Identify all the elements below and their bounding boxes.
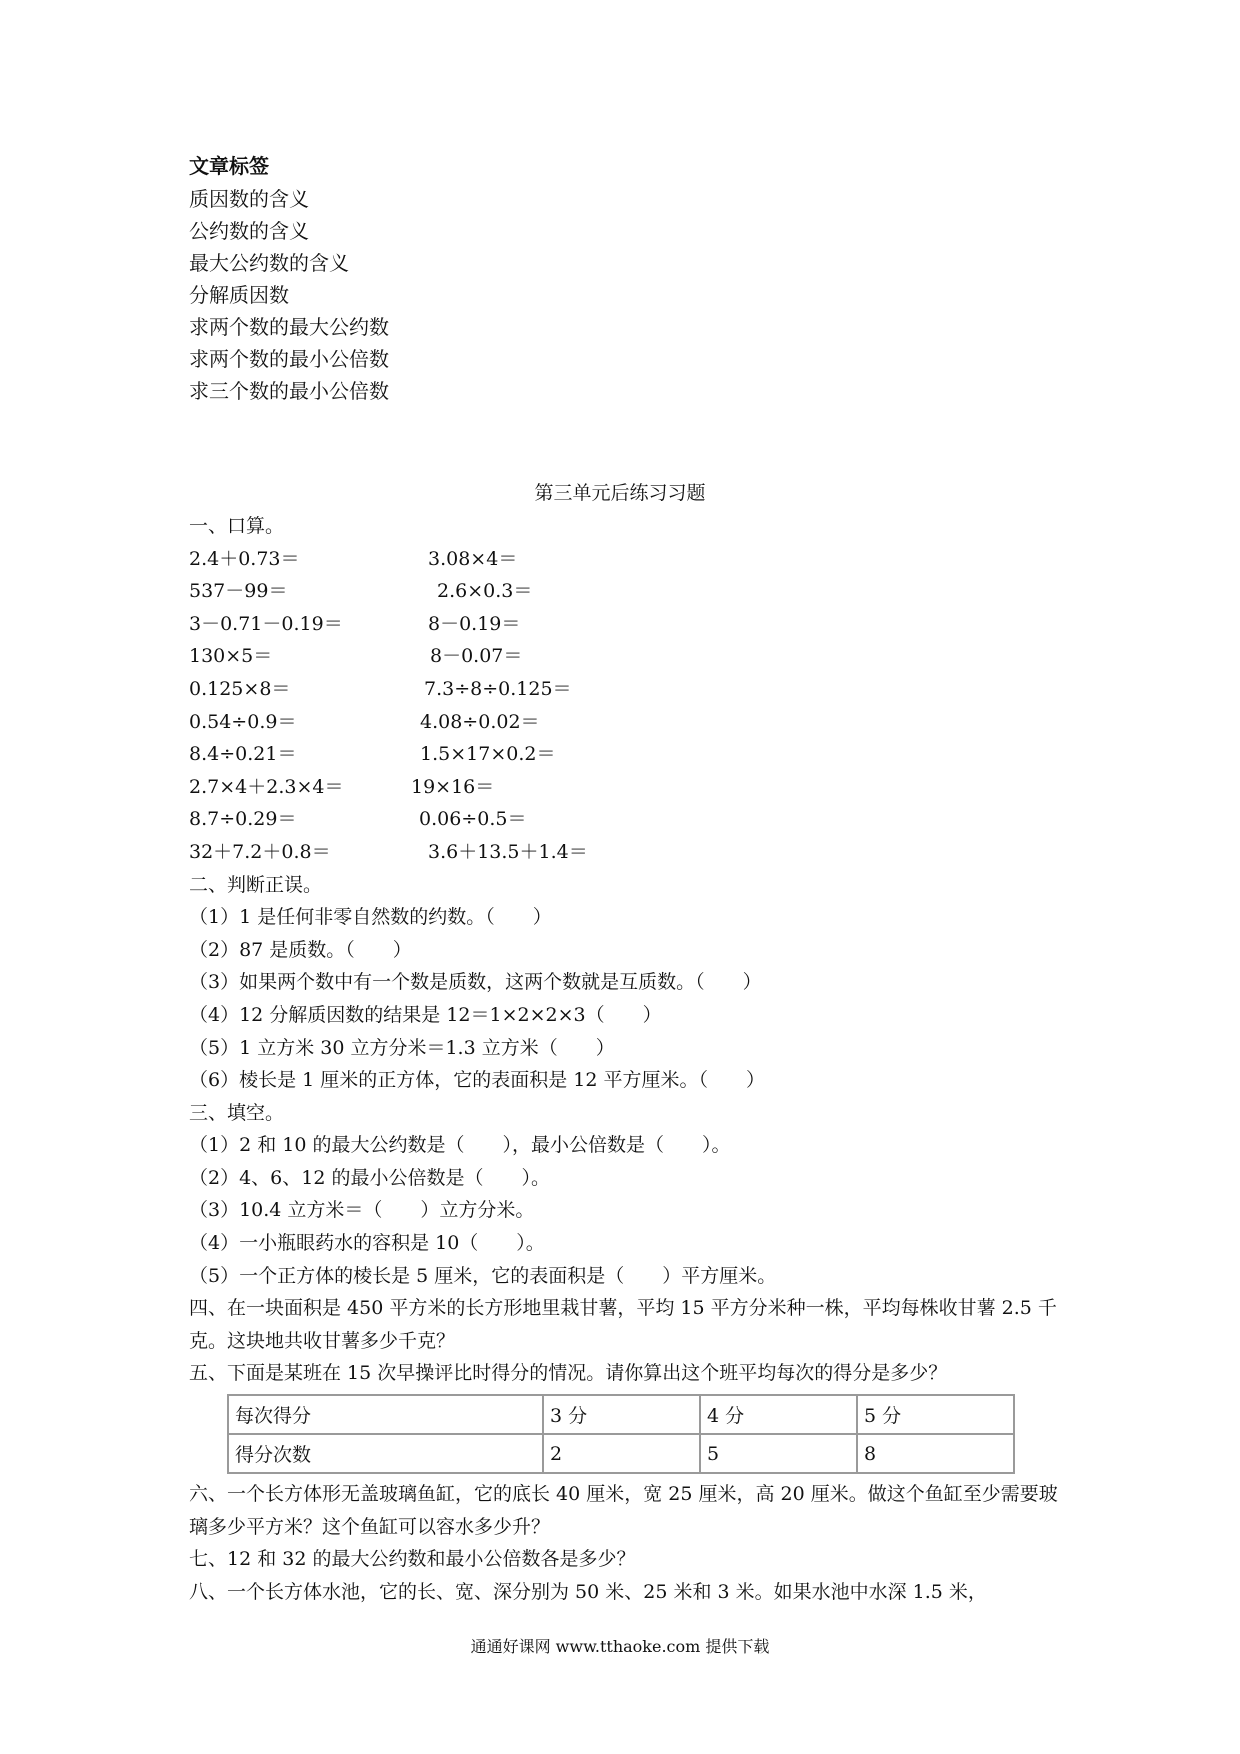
page-footer[interactable]: 通通好课网 www.tthaoke.com 提供下载	[470, 1637, 770, 1656]
calc-left: 130×5＝	[189, 645, 273, 668]
fill-blank-item: （4）一小瓶眼药水的容积是 10（ ）。	[189, 1232, 545, 1255]
section-heading-mental-math: 一、口算。	[189, 515, 285, 537]
calc-left: 32＋7.2＋0.8＝	[189, 840, 331, 863]
tag-item[interactable]: 质因数的含义	[189, 187, 309, 211]
calc-left: 537－99＝	[189, 580, 288, 603]
calc-right: 8－0.07＝	[430, 645, 523, 668]
table-cell: 3 分	[543, 1395, 700, 1434]
calc-left: 8.7÷0.29＝	[189, 808, 297, 831]
score-table	[227, 1394, 1015, 1474]
tags-heading: 文章标签	[189, 154, 269, 178]
fill-blank-item: （5）一个正方体的棱长是 5 厘米，它的表面积是（ ）平方厘米。	[189, 1264, 777, 1287]
table-cell: 得分次数	[228, 1434, 543, 1473]
article-tags	[189, 150, 389, 407]
calc-row	[189, 608, 1069, 641]
calc-left: 0.125×8＝	[189, 677, 291, 700]
table-row	[228, 1395, 1014, 1434]
calc-right: 1.5×17×0.2＝	[420, 743, 556, 766]
problem-four: 四、在一块面积是 450 平方米的长方形地里栽甘薯，平均 15 平方分米种一株，平均每株收甘薯 2.5 千克。这块地共收甘薯多少千克？	[189, 1297, 1057, 1352]
calc-row	[189, 575, 1069, 608]
calc-row	[189, 640, 1069, 673]
calc-row	[189, 836, 1069, 869]
problem-eight: 八、一个长方体水池，它的长、宽、深分别为 50 米、25 米和 3 米。如果水池中水深 1.5 米，	[189, 1580, 987, 1603]
fill-blank-item: （1）2 和 10 的最大公约数是（ ），最小公倍数是（ ）。	[189, 1134, 731, 1157]
calc-right: 3.08×4＝	[428, 547, 518, 570]
table-cell: 5 分	[857, 1395, 1014, 1434]
problem-five: 五、下面是某班在 15 次早操评比时得分的情况。请你算出这个班平均每次的得分是多少？	[189, 1362, 948, 1385]
tag-item[interactable]: 求三个数的最小公倍数	[189, 379, 389, 403]
table-cell: 4 分	[700, 1395, 857, 1434]
calc-row	[189, 803, 1069, 836]
calc-right: 19×16＝	[411, 775, 495, 798]
section-heading-true-false: 二、判断正误。	[189, 873, 323, 896]
calc-left: 2.4＋0.73＝	[189, 547, 300, 570]
tag-item[interactable]: 分解质因数	[189, 283, 289, 307]
table-cell: 每次得分	[228, 1395, 543, 1434]
calc-row	[189, 771, 1069, 804]
calc-row	[189, 673, 1069, 706]
table-cell: 8	[857, 1434, 1014, 1473]
tag-item[interactable]: 公约数的含义	[189, 219, 309, 243]
calc-right: 8－0.19＝	[428, 612, 521, 635]
calc-left: 8.4÷0.21＝	[189, 743, 297, 766]
calc-left: 3－0.71－0.19＝	[189, 612, 343, 635]
tag-item[interactable]: 最大公约数的含义	[189, 251, 349, 275]
calc-right: 4.08÷0.02＝	[420, 710, 540, 733]
true-false-item: （1）1 是任何非零自然数的约数。（ ）	[189, 906, 552, 929]
calc-row	[189, 738, 1069, 771]
table-cell: 2	[543, 1434, 700, 1473]
true-false-item: （2）87 是质数。（ ）	[189, 938, 412, 961]
calc-right: 0.06÷0.5＝	[419, 808, 527, 831]
fill-blank-item: （3）10.4 立方米＝（ ）立方分米。	[189, 1199, 535, 1222]
fill-blank-item: （2）4、6、12 的最小公倍数是（ ）。	[189, 1166, 550, 1189]
true-false-item: （5）1 立方米 30 立方分米＝1.3 立方米（ ）	[189, 1036, 615, 1059]
problem-seven: 七、12 和 32 的最大公约数和最小公倍数各是多少？	[189, 1548, 636, 1571]
problem-six: 六、一个长方体形无盖玻璃鱼缸，它的底长 40 厘米，宽 25 厘米，高 20 厘米。做这个鱼缸至少需要玻璃多少平方米？这个鱼缸可以容水多少升？	[189, 1483, 1058, 1538]
table-row	[228, 1434, 1014, 1473]
section-heading-fill-blank: 三、填空。	[189, 1101, 285, 1124]
exercise-content	[189, 510, 1069, 1608]
true-false-item: （3）如果两个数中有一个数是质数，这两个数就是互质数。（ ）	[189, 971, 762, 994]
table-cell: 5	[700, 1434, 857, 1473]
calc-left: 2.7×4＋2.3×4＝	[189, 775, 344, 798]
calc-right: 2.6×0.3＝	[437, 580, 533, 603]
tag-item[interactable]: 求两个数的最大公约数	[189, 315, 389, 339]
calc-row	[189, 706, 1069, 739]
document-title: 第三单元后练习习题	[534, 482, 706, 504]
calc-right: 3.6＋13.5＋1.4＝	[428, 840, 588, 863]
true-false-item: （6）棱长是 1 厘米的正方体，它的表面积是 12 平方厘米。（ ）	[189, 1069, 766, 1092]
calc-right: 7.3÷8÷0.125＝	[424, 677, 572, 700]
calc-left: 0.54÷0.9＝	[189, 710, 297, 733]
tag-item[interactable]: 求两个数的最小公倍数	[189, 347, 389, 371]
true-false-item: （4）12 分解质因数的结果是 12＝1×2×2×3（ ）	[189, 1003, 662, 1026]
calc-row	[189, 543, 1069, 576]
